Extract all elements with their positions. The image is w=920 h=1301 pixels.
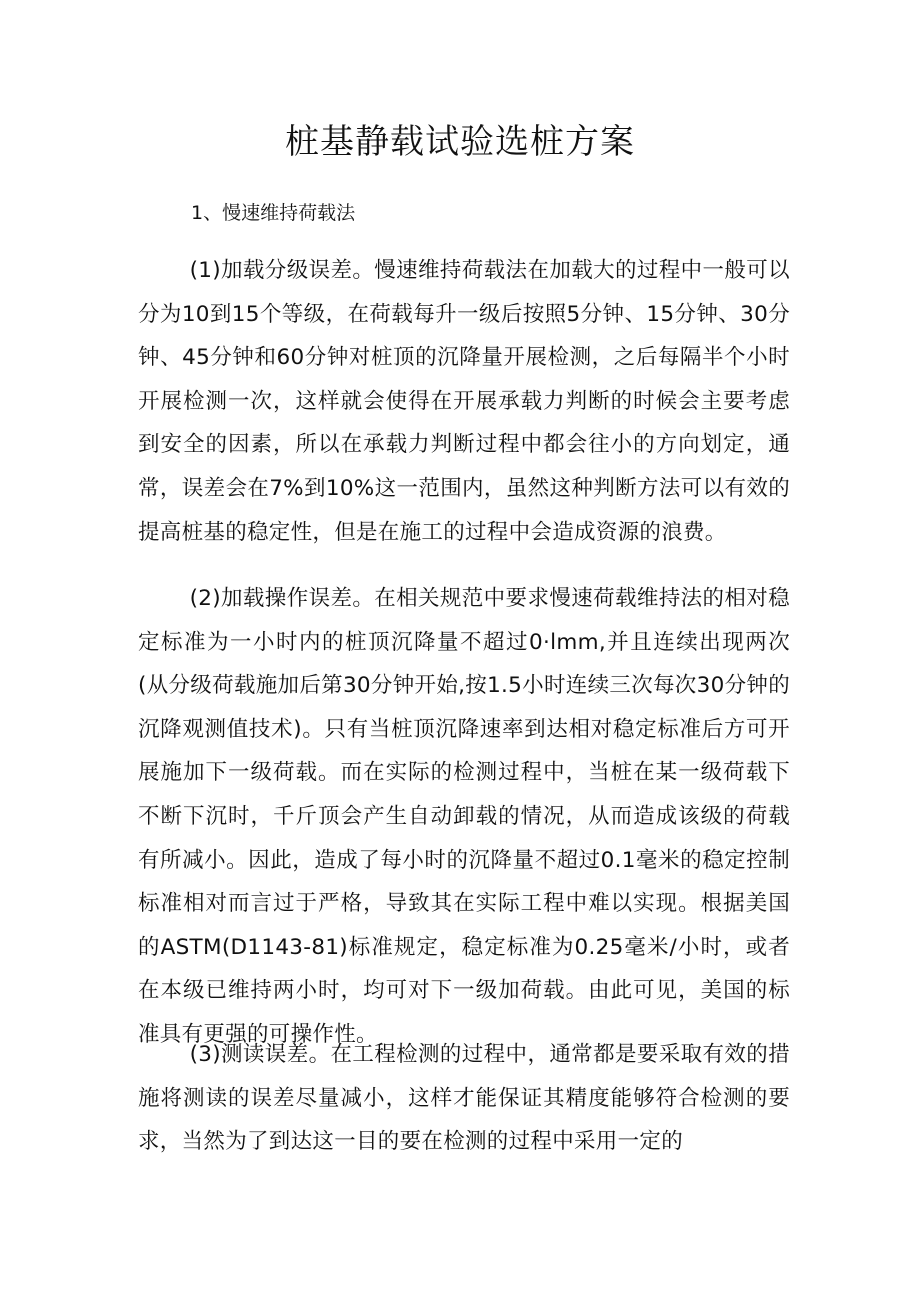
paragraph-loading-operation-error: (2)加载操作误差。在相关规范中要求慢速荷载维持法的相对稳定标准为一小时内的桩顶沉降量不超过0·lmm,并且连续出现两次(从分级荷载施加后第30分钟开始,按1.5小时连续三次每次30分钟的沉降观测值技术)。只有当桩顶沉降速率到达相对稳定标准后方可开展施加下一级荷载。而在实际的检测过程中，当桩在某一级荷载下不断下沉时，千斤顶会产生自动卸载的情况，从而造成该级的荷载有所减小。因此，造成了每小时的沉降量不超过0.1毫米的稳定控制标准相对而言过于严格，导致其在实际工程中难以实现。根据美国的ASTM(D1143-81)标准规定，稳定标准为0.25毫米/小时，或者在本级已维持两小时，均可对下一级加荷载。由此可见，美国的标准具有更强的可操作性。 [138, 586, 790, 1047]
section-heading: 1、慢速维持荷载法 [191, 202, 356, 224]
paragraph-reading-error: (3)测读误差。在工程检测的过程中，通常都是要采取有效的措施将测读的误差尽量减小，这样才能保证其精度能够符合检测的要求，当然为了到达这一目的要在检测的过程中采用一定的 [138, 1042, 790, 1155]
document-title: 桩基静载试验选桩方案 [285, 122, 635, 162]
paragraph-loading-grade-error: (1)加载分级误差。慢速维持荷载法在加载大的过程中一般可以分为10到15个等级，在荷载每升一级后按照5分钟、15分钟、30分钟、45分钟和60分钟对桩顶的沉降量开展检测，之后每隔半个小时开展检测一次，这样就会使得在开展承载力判断的时候会主要考虑到安全的因素，所以在承载力判断过程中都会往小的方向划定，通常，误差会在7%到10%这一范围内，虽然这种判断方法可以有效的提高桩基的稳定性，但是在施工的过程中会造成资源的浪费。 [138, 258, 790, 545]
